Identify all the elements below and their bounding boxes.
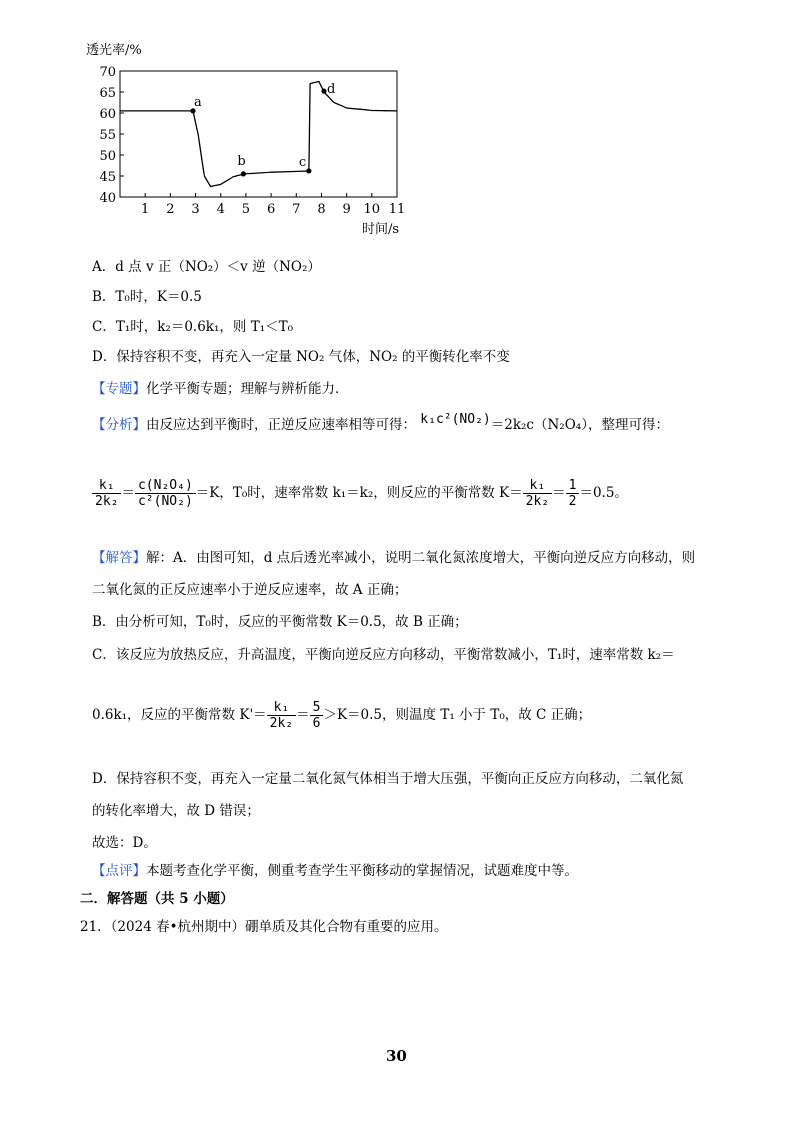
point-label-b: b xyxy=(237,153,246,169)
topic-text: 化学平衡专题；理解与辨析能力． xyxy=(146,381,349,397)
answer-l5-pre: 0.6k₁，反应的平衡常数 K'＝ xyxy=(92,707,267,723)
answer-line-5 xyxy=(92,700,591,731)
x-tick-label: 6 xyxy=(266,202,276,217)
y-tick-label: 55 xyxy=(99,128,116,143)
answer-line-6: D．保持容积不变，再充入一定量二氧化氮气体相当于增大压强，平衡向正反应方向移动，二氧化氮 xyxy=(92,771,684,787)
section-heading: 二．解答题（共 5 小题） xyxy=(80,891,234,907)
x-tick-label: 2 xyxy=(166,202,175,217)
fraction-denominator: 2 xyxy=(568,494,577,509)
x-tick-label: 1 xyxy=(141,202,150,217)
y-tick-label: 50 xyxy=(99,149,116,164)
x-tick-label: 5 xyxy=(241,202,251,217)
fraction-concentration xyxy=(135,478,196,509)
equals-sign: ＝ xyxy=(121,485,135,501)
y-axis-label: 透光率/% xyxy=(86,43,142,58)
point-c xyxy=(306,168,311,173)
y-tick-label: 70 xyxy=(99,65,116,80)
x-tick-label: 10 xyxy=(363,202,381,217)
fraction-denominator: 2k₂ xyxy=(95,494,119,509)
plot-frame xyxy=(120,71,397,197)
transmittance-curve xyxy=(120,81,397,186)
point-label-c: c xyxy=(298,154,307,170)
point-label-a: a xyxy=(194,94,202,110)
answer-tag: 【解答】 xyxy=(92,550,146,566)
answer-line-4: C．该反应为放热反应，升高温度，平衡向逆反应方向移动，平衡常数减小，T₁时，速率常数 k₂＝ xyxy=(92,647,675,663)
fraction-k1-2k2-c xyxy=(267,700,296,731)
fraction-k1-2k2 xyxy=(92,478,121,509)
fraction-numerator: k₁ xyxy=(92,478,121,494)
option-a: A．d 点 v 正（NO₂）＜v 逆（NO₂） xyxy=(92,259,321,275)
fraction-denominator: 2k₂ xyxy=(269,716,294,731)
equals-sign: ＝ xyxy=(552,485,566,501)
analysis-line-1 xyxy=(92,413,669,433)
point-b xyxy=(241,171,246,176)
analysis-tag: 【分析】 xyxy=(92,417,146,433)
analysis-end: ＝0.5。 xyxy=(579,485,628,501)
analysis-post: ＝2k₂c（N₂O₄），整理可得： xyxy=(490,417,669,433)
option-b: B．T₀时，K＝0.5 xyxy=(92,289,202,305)
x-tick-label: 8 xyxy=(317,202,326,217)
answer-l5-post: ＞K＝0.5，则温度 T₁ 小于 T₀，故 C 正确； xyxy=(323,707,592,723)
answer-line-3: B．由分析可知，T₀时，反应的平衡常数 K＝0.5，故 B 正确； xyxy=(92,614,468,630)
topic-tag: 【专题】 xyxy=(92,381,146,397)
question-21: 21．（2024 春•杭州期中）硼单质及其化合物有重要的应用。 xyxy=(80,919,448,935)
x-tick-label: 9 xyxy=(342,202,351,217)
answer-line-8: 故选：D。 xyxy=(92,835,157,851)
comment-line xyxy=(92,859,578,879)
transmittance-chart xyxy=(80,38,420,243)
fraction-k1-2k2-b xyxy=(523,478,552,509)
equals-sign: ＝ xyxy=(296,707,310,723)
x-tick-label: 3 xyxy=(191,202,200,217)
fraction-denominator: 2k₂ xyxy=(525,494,550,509)
x-tick-label: 4 xyxy=(216,202,225,217)
answer-text: 解：A．由图可知，d 点后透光率减小，说明二氧化氮浓度增大，平衡向逆反应方向移动，则 xyxy=(146,550,696,566)
fraction-denominator: c²(NO₂) xyxy=(137,494,193,509)
page-number: 30 xyxy=(386,1047,407,1065)
y-tick-label: 65 xyxy=(99,86,116,101)
analysis-mid: ＝K，T₀时，速率常数 k₁＝k₂，则反应的平衡常数 K＝ xyxy=(195,485,523,501)
y-tick-label: 40 xyxy=(99,191,116,206)
y-tick-label: 45 xyxy=(99,170,116,185)
option-c: C．T₁时，k₂＝0.6k₁，则 T₁＜T₀ xyxy=(92,319,294,335)
analysis-pre: 由反应达到平衡时，正逆反应速率相等可得： xyxy=(146,417,416,433)
comment-tag: 【点评】 xyxy=(92,863,146,879)
analysis-line-2 xyxy=(92,478,628,509)
x-tick-label: 7 xyxy=(292,202,301,217)
y-tick-label: 60 xyxy=(99,107,116,122)
fraction-numerator: 5 xyxy=(310,700,324,716)
answer-line-7: 的转化率增大，故 D 错误； xyxy=(92,803,260,819)
fraction-numerator: k₁ xyxy=(523,478,552,494)
point-d xyxy=(321,89,326,94)
answer-line-2: 二氧化氮的正反应速率小于逆反应速率，故 A 正确； xyxy=(92,582,408,598)
fraction-five-sixths xyxy=(310,700,324,731)
fraction-numerator: c(N₂O₄) xyxy=(135,478,196,494)
comment-text: 本题考查化学平衡，侧重考查学生平衡移动的掌握情况，试题难度中等。 xyxy=(146,863,578,879)
fraction-denominator: 6 xyxy=(312,716,321,731)
fraction-numerator: k₁ xyxy=(267,700,296,716)
point-label-d: d xyxy=(326,82,336,98)
topic-line xyxy=(92,377,349,397)
analysis-formula: k₁c²(NO₂) xyxy=(420,412,491,427)
option-d: D．保持容积不变，再充入一定量 NO₂ 气体，NO₂ 的平衡转化率不变 xyxy=(92,349,510,365)
x-axis-label: 时间/s xyxy=(362,222,400,237)
fraction-numerator: 1 xyxy=(566,478,580,494)
x-tick-label: 11 xyxy=(388,202,406,217)
answer-line-1 xyxy=(92,546,695,566)
fraction-one-half xyxy=(566,478,580,509)
